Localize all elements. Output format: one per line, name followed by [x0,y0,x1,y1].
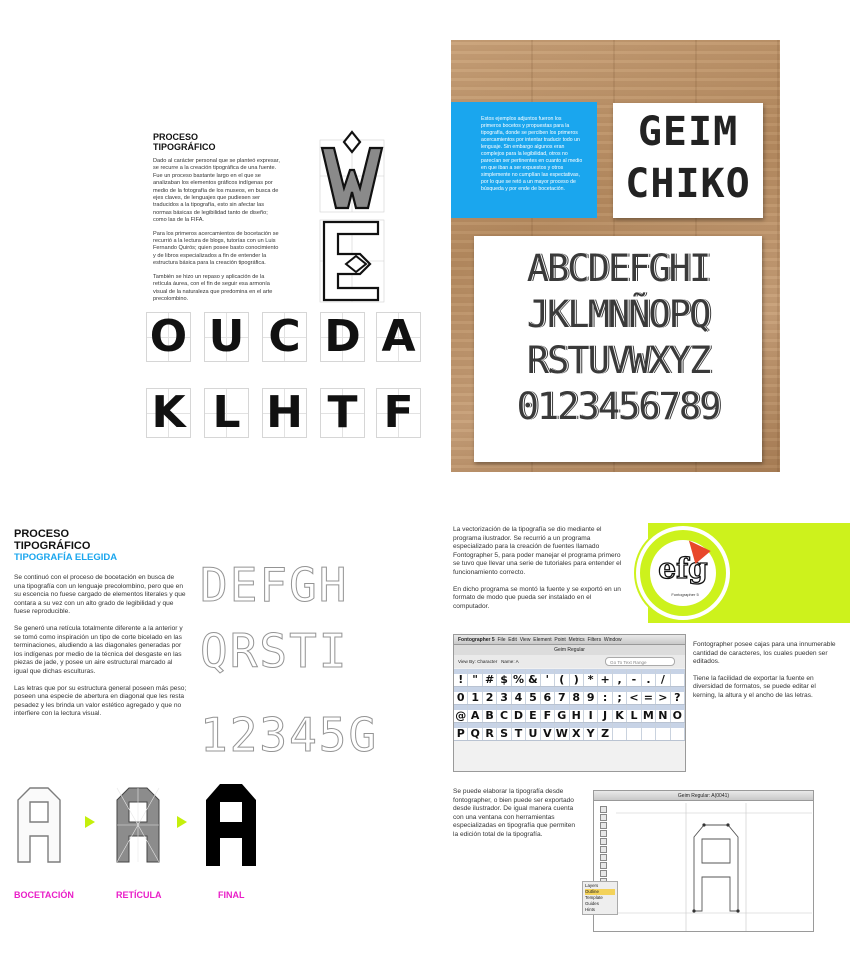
glyph-outline-canvas[interactable] [616,803,812,931]
menu-point[interactable]: Point [554,637,566,643]
glyph-slot[interactable]: Q [468,723,482,740]
paragraph: La vectorización de la tipografía se dio mediante el programa ilustrador. Se recurrió a un programa especializado para la creación de fuentes llamado Fontographer 5, para poder manejar el programa primero se tuvo que llevar una serie de tutoriales para entender el funcionamiento correcto. [453,526,622,576]
char-row [454,705,685,723]
glyph-slot[interactable]: . [642,669,656,686]
glyph-slot[interactable]: 6 [541,687,555,704]
glyph-slot[interactable]: < [627,687,641,704]
blue-box-text: Estos ejemplos adjuntos fueron los primeros bocetos y propuestas para la tipografía, donde se perciben los primeros acercamientos por intentar traducir todo un lenguaje. Sin embargo algunos eran complejos para la legibilidad, otros no parecían ser pertinentes en cuanto al medio en que iban a ser expuestos y otros simplemente no cumplían las espectativas, por lo que se retó a un mayor proceso de búsqueda y por ende de bocetación. [481,116,583,192]
word-chiko: CHIKO [625,161,751,207]
glyph-slot[interactable]: ) [570,669,584,686]
glyph-slot[interactable]: / [656,669,670,686]
glyph-slot[interactable]: R [483,723,497,740]
menu-file[interactable]: File [497,637,506,643]
menu-element[interactable]: Element [533,637,552,643]
menu-app[interactable]: Fontographer 5 [458,637,495,643]
menu-bar [454,635,685,645]
glyph-slot[interactable]: , [613,669,627,686]
glyph-slot[interactable]: Y [584,723,598,740]
glyph-slot[interactable]: E [526,705,540,722]
bottom-page-title [14,528,117,564]
glyph-slot[interactable]: V [541,723,555,740]
search-input[interactable]: Go To Text Range [605,657,675,666]
alphabet-card [474,236,762,462]
bottom-body-text [14,574,187,725]
sketch-row: 12345G [200,708,379,762]
title-line1: PROCESO [14,528,70,540]
glyph-cell: H [262,388,307,438]
glyph-slot[interactable]: ! [454,669,468,686]
glyph-slot[interactable]: A [468,705,482,722]
glyph-slot[interactable]: 3 [497,687,511,704]
fontographer-logo [636,526,730,620]
layer-template[interactable]: Template [585,895,603,900]
glyph-slot[interactable]: = [642,687,656,704]
layer-guides[interactable]: Guides [585,901,599,906]
word-card [613,103,763,218]
arrow-icon [85,816,95,828]
char-row [454,669,685,687]
paragraph: Se generó una retícula totalmente diferente a la anterior y se tomó como inspiración un tipo de corte bicelado en las terminaciones, aludiendo a las diagonales generadas por los indígenas por medio de la técnica del desgaste en las piezas de jade, y posee un aire estructural marcado al igual que dichas esculturas. [14,624,183,675]
glyph-slot[interactable]: K [613,705,627,722]
glyph-slot[interactable]: X [570,723,584,740]
glyph-cell: U [204,312,249,362]
glyph-slot[interactable]: 7 [555,687,569,704]
glyph-slot[interactable]: U [526,723,540,740]
glyph-slot[interactable]: 1 [468,687,482,704]
glyph-slot[interactable]: " [468,669,482,686]
glyph-slot[interactable]: 0 [454,687,468,704]
glyph-slot[interactable]: + [598,669,612,686]
glyph-slot[interactable]: ? [671,687,685,704]
sketched-letter-a [14,784,64,868]
glyph-slot[interactable]: @ [454,705,468,722]
char-row [454,687,685,705]
glyph-slot[interactable]: 8 [570,687,584,704]
glyph-slot[interactable]: % [512,669,526,686]
char-row [454,723,685,741]
glyph-cell: C [262,312,307,362]
wood-background-page [451,40,780,472]
layer-outline[interactable]: Outline [585,889,615,895]
grid-glyph-sketches [316,130,388,310]
paragraph: Para los primeros acercamientos de bocetación se recurrió a la lectura de blogs, tutorías con un Luis Fernando Quirós; quien posee basto conocimiento y de libros especializados a fin de entender la estructura básica para la creación tipográfica. [153,230,279,267]
glyph-slot[interactable]: P [454,723,468,740]
glyph-slot[interactable]: D [512,705,526,722]
subtitle: TIPOGRAFÍA ELEGIDA [14,552,118,563]
title-line2: TIPOGRÁFICO [14,540,91,552]
grid-letter-a [113,784,163,868]
glyph-slot[interactable]: & [526,669,540,686]
glyph-slot[interactable] [656,723,670,740]
sketch-row: QRSTI [200,624,349,678]
right-body-text [453,526,625,617]
glyph-slot[interactable]: > [656,687,670,704]
top-body-text [153,158,281,309]
glyph-slot[interactable]: S [497,723,511,740]
glyph-cell: O [146,312,191,362]
paragraph: Fontographer posee cajas para una innumerable cantidad de caracteres, los cuales pueden ser editados. [693,641,836,666]
glyph-slot[interactable]: G [555,705,569,722]
glyph-slot[interactable] [642,723,656,740]
glyph-slot[interactable]: J [598,705,612,722]
top-page-title [153,132,216,152]
sketch-row: DEFGH [200,558,349,612]
paragraph: Las letras que por su estructura general poseen más peso; poseen una especie de abertura en diagonal que les resta pesadez y les brinda un valor estético agregado y que no interfiere con la lectura visual. [14,684,187,718]
glyph-slot[interactable]: F [541,705,555,722]
blue-text-box [451,102,597,218]
label-reticula: RETÍCULA [116,890,162,900]
glyph-slot[interactable]: * [584,669,598,686]
glyph-cell: D [320,312,365,362]
top-spread [140,40,780,472]
glyph-slot[interactable] [613,723,627,740]
glyph-slot[interactable]: ' [541,669,555,686]
character-grid [454,669,685,741]
menu-edit[interactable]: Edit [508,637,517,643]
view-by-select[interactable]: View By: Character [458,659,498,664]
glyph-slot[interactable] [671,723,685,740]
glyph-edit-window [585,790,814,932]
alphabet-row: ABCDEFGHI [526,247,710,290]
glyph-slot[interactable]: W [555,723,569,740]
glyph-cell: A [376,312,421,362]
logo-caption: Fontographer 5 [671,592,699,597]
glyph-slot[interactable]: I [584,705,598,722]
paragraph: Se continuó con el proceso de bocetación en busca de una tipografía con un lenguaje precolombino, pero que en su escencia no fuese cargado de elementos literales y que contara a su vez con un alto grado de legibilidad y que fuese reproducible. [14,574,186,616]
glyph-slot[interactable]: - [627,669,641,686]
glyph-cell: K [146,388,191,438]
name-field[interactable]: Name: A [501,659,519,664]
paragraph: Se puede elaborar la tipografía desde fontographer, o bien puede ser exportado desde ilustrador. De igual manera cuenta con una ventana con herramientas especializadas en tipografía que permiten la edición total de la tipografía. [453,788,576,838]
arrow-icon [177,816,187,828]
glyph-cell: L [204,388,249,438]
glyph-slot[interactable]: Z [598,723,612,740]
window-toolbar [454,655,685,668]
alphabet-row: 0123456789 [516,385,720,428]
glyph-slot[interactable]: ( [555,669,569,686]
alphabet-row: JKLMNÑOPQ [526,293,710,336]
layer-hints[interactable]: Hints [585,907,596,912]
glyph-slot[interactable]: 5 [526,687,540,704]
glyph-slot[interactable]: T [512,723,526,740]
title-line2: TIPOGRÁFICO [153,142,216,152]
glyph-slot[interactable] [627,723,641,740]
glyph-slot[interactable]: 2 [483,687,497,704]
glyph-slot[interactable] [671,669,685,686]
glyph-slot[interactable]: C [497,705,511,722]
window-title: Geim Regular [454,645,685,655]
glyph-cell: T [320,388,365,438]
glyph-slot[interactable]: $ [497,669,511,686]
lower-body-text [453,788,581,846]
glyph-cell: F [376,388,421,438]
paragraph: También se hizo un repaso y aplicación de la retícula áurea, con el fin de seguir esa armonía visual de la naturaleza que predomina en el arte precolombino. [153,273,273,302]
menu-window[interactable]: Window [603,637,622,643]
label-bocetacion: BOCETACIÓN [14,890,74,900]
glyph-slot[interactable]: ; [613,687,627,704]
glyph-slot[interactable]: N [656,705,670,722]
title-line1: PROCESO [153,132,199,142]
fontographer-character-window [453,634,686,772]
paragraph: Dado al carácter personal que se planteó expresar, se recurre a la creación tipográfica de una fuente. Fue un proceso bastante largo en el que se analizaban los elementos gráficos indígenas por medio de la fotografía de los museos, en busca de ejes claves, de lenguajes que pudiesen ser traducidos a la tipografía, esto sin afectar las normas básicas de legibilidad tanto de diseño; como las de la FIFA. [153,158,280,224]
logo-inner [650,540,716,606]
word-geim: GEIM [637,109,739,155]
alphabet-row: RSTUVWXYZ [526,339,710,382]
glyph-slot[interactable]: 9 [584,687,598,704]
glyph-slot[interactable]: M [642,705,656,722]
glyph-slot[interactable]: : [598,687,612,704]
layers-panel [582,881,618,915]
bottom-spread [0,486,850,961]
paragraph: Tiene la facilidad de exportar la fuente en diversidad de formatos, se puede editar el kerning, la altura y el ancho de las letras. [693,674,816,699]
label-final: FINAL [218,890,245,900]
window-title: Geim Regular: A(0041) [594,791,813,801]
glyph-slot[interactable]: O [671,705,685,722]
menu-view[interactable]: View [519,637,531,643]
glyph-slot[interactable]: # [483,669,497,686]
menu-filters[interactable]: Filters [587,637,602,643]
menu-metrics[interactable]: Metrics [568,637,585,643]
final-letter-a [204,782,258,870]
paragraph: En dicho programa se montó la fuente y se exportó en un formato de modo que pueda ser instalado en el computador. [453,585,621,610]
layers-header: Layers [585,883,599,888]
glyph-slot[interactable]: L [627,705,641,722]
glyph-slot[interactable]: H [570,705,584,722]
logo-letters: efg [658,552,708,585]
side-body-text [693,641,841,707]
glyph-slot[interactable]: B [483,705,497,722]
glyph-slot[interactable]: 4 [512,687,526,704]
